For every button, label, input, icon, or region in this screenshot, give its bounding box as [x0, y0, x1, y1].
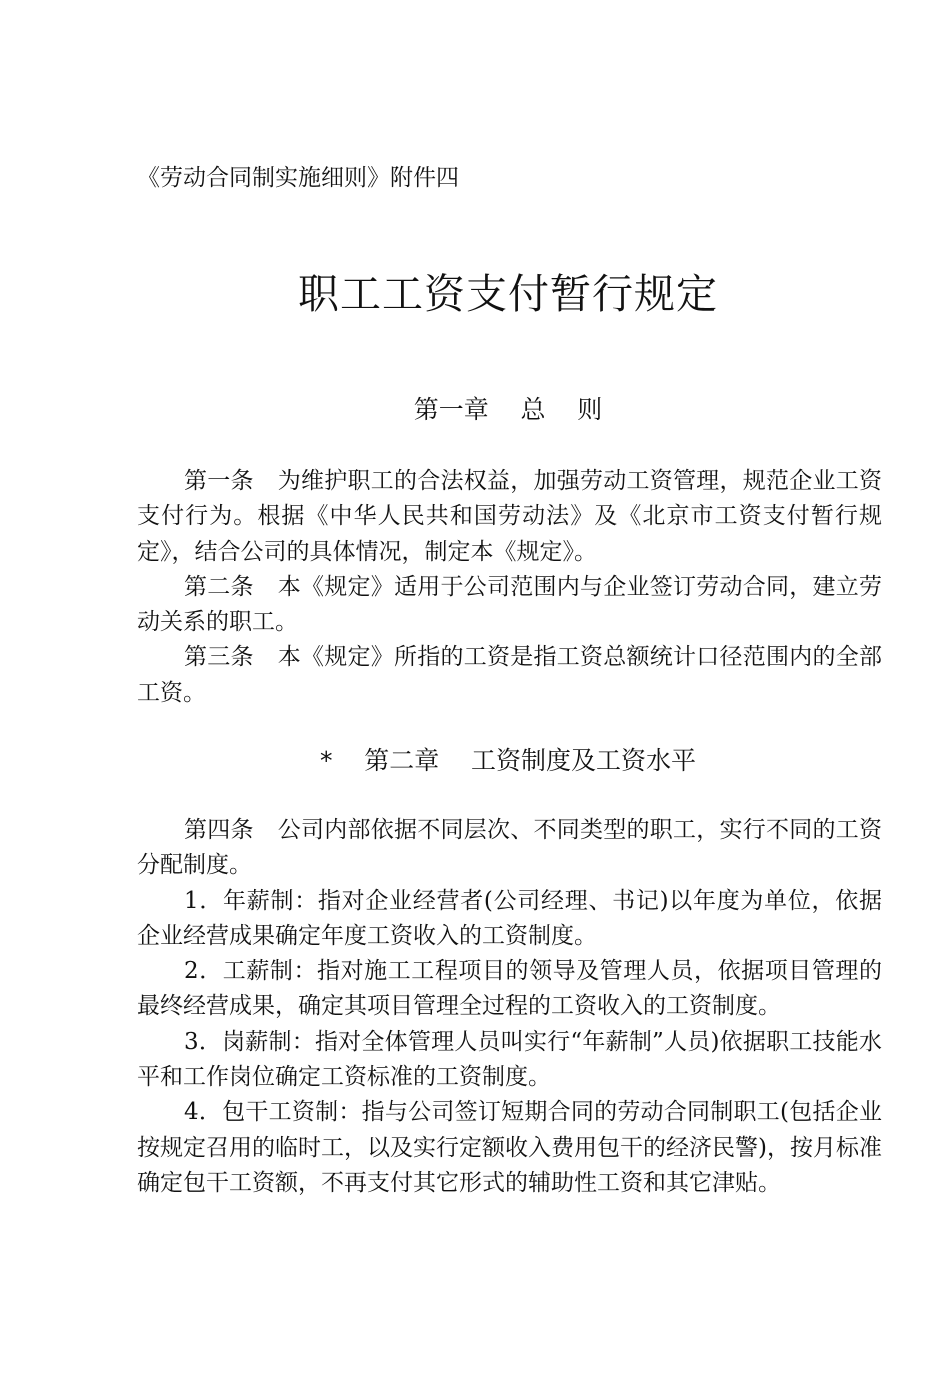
article-4: [137, 813, 882, 884]
article-3-text: 本《规定》所指的工资是指工资总额统计口径范围内的全部工资。: [137, 644, 882, 706]
article-1: [137, 464, 882, 570]
attachment-label: 《劳动合同制实施细则》附件四: [137, 165, 459, 191]
pay-system-item-1: 1．年薪制：指对企业经营者(公司经理、书记)以年度为单位，依据企业经营成果确定年度工资收入的工资制度。: [137, 887, 882, 949]
article-2: [137, 570, 882, 641]
article-1-text: 为维护职工的合法权益，加强劳动工资管理，规范企业工资支付行为。根据《中华人民共和国劳动法》及《北京市工资支付暂行规定》，结合公司的具体情况，制定本《规定》。: [137, 468, 882, 565]
chapter-2-body: [137, 813, 882, 1201]
pay-system-item-4: 4．包干工资制：指与公司签订短期合同的劳动合同制职工(包括企业按规定召用的临时工，以及实行定额收入费用包干的经济民警)，按月标准确定包干工资额，不再支付其它形式的辅助性工资和其它津贴。: [137, 1099, 882, 1196]
article-4-text: 公司内部依据不同层次、不同类型的职工，实行不同的工资分配制度。: [137, 817, 882, 879]
article-2-label: 第二条: [184, 573, 254, 600]
article-3-label: 第三条: [184, 644, 254, 671]
pay-system-item-3: 3．岗薪制：指对全体管理人员叫实行“年薪制”人员)依据职工技能水平和工作岗位确定工资标准的工资制度。: [137, 1028, 882, 1091]
pay-system-item-2: 2．工薪制：指对施工工程项目的领导及管理人员，依据项目管理的最终经营成果，确定其项目管理全过程的工资收入的工资制度。: [137, 958, 882, 1020]
article-4-label: 第四条: [184, 817, 254, 843]
document-title: 职工工资支付暂行规定: [298, 270, 718, 318]
chapter-2-heading: * 第二章 工资制度及工资水平: [319, 746, 697, 775]
chapter-1-body: [137, 464, 882, 711]
article-1-label: 第一条: [184, 468, 254, 494]
article-2-text: 本《规定》适用于公司范围内与企业签订劳动合同，建立劳动关系的职工。: [137, 573, 882, 636]
chapter-1-heading: 第一章 总 则: [413, 395, 603, 424]
article-3: [137, 640, 882, 711]
